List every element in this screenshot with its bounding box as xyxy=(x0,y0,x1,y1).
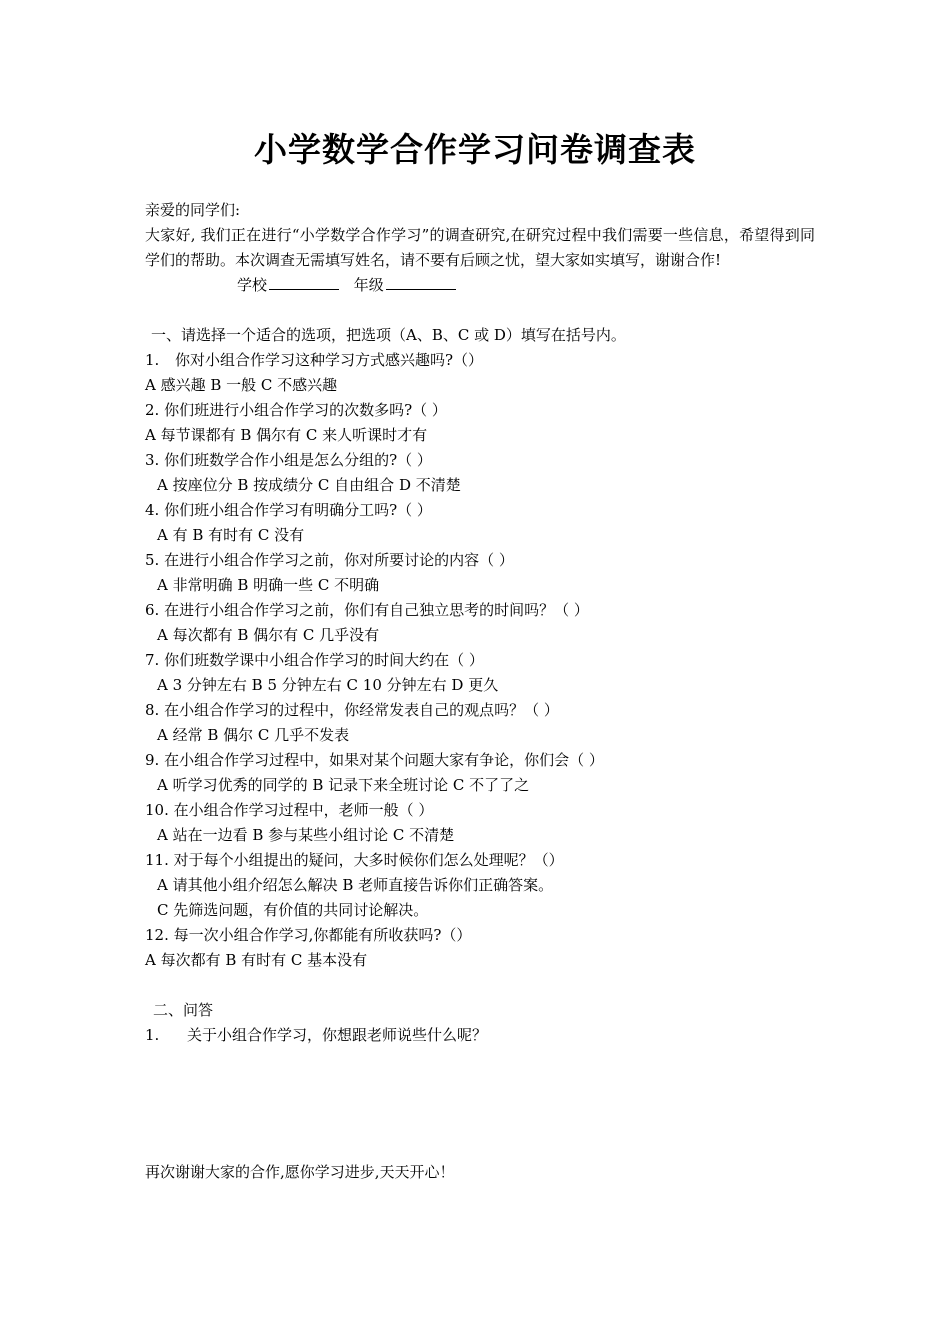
info-fields xyxy=(145,273,815,298)
question-3: 3. 你们班数学合作小组是怎么分组的?（ ） xyxy=(145,451,432,469)
question-2-options: A 每节课都有 B 偶尔有 C 来人听课时才有 xyxy=(145,426,428,444)
section1-heading: 一、请选择一个适合的选项，把选项（A、B、C 或 D）填写在括号内。 xyxy=(151,326,626,344)
page-title: 小学数学合作学习问卷调查表 xyxy=(254,130,696,169)
question-4: 4. 你们班小组合作学习有明确分工吗?（ ） xyxy=(145,501,432,519)
question-11-options-2: C 先筛选问题，有价值的共同讨论解决。 xyxy=(157,901,429,919)
question-7-options: A 3 分钟左右 B 5 分钟左右 C 10 分钟左右 D 更久 xyxy=(157,676,499,694)
question-4-options: A 有 B 有时有 C 没有 xyxy=(157,526,305,544)
question-6-options: A 每次都有 B 偶尔有 C 几乎没有 xyxy=(157,626,380,644)
greeting: 亲爱的同学们: xyxy=(145,201,241,219)
open-question-1-number: 1. xyxy=(145,1026,160,1044)
grade-label: 年级 xyxy=(353,276,384,294)
section2-heading: 二、问答 xyxy=(153,1001,214,1019)
open-question-1 xyxy=(145,1023,815,1048)
question-9: 9. 在小组合作学习过程中，如果对某个问题大家有争论，你们会（ ） xyxy=(145,751,604,769)
closing-text: 再次谢谢大家的合作,愿你学习进步,天天开心！ xyxy=(145,1163,455,1181)
question-2: 2. 你们班进行小组合作学习的次数多吗?（ ） xyxy=(145,401,447,419)
question-5-options: A 非常明确 B 明确一些 C 不明确 xyxy=(157,576,380,594)
question-3-options: A 按座位分 B 按成绩分 C 自由组合 D 不清楚 xyxy=(157,476,461,494)
school-blank[interactable] xyxy=(269,275,339,290)
intro-paragraph: 大家好, 我们正在进行“小学数学合作学习”的调查研究,在研究过程中我们需要一些信息，希望得到同学们的帮助。本次调查无需填写姓名，请不要有后顾之忧，望大家如实填写，谢谢合作! xyxy=(145,226,815,269)
question-5: 5. 在进行小组合作学习之前，你对所要讨论的内容（ ） xyxy=(145,551,514,569)
question-6: 6. 在进行小组合作学习之前，你们有自己独立思考的时间吗？（ ） xyxy=(145,601,589,619)
answer-space[interactable] xyxy=(145,1048,815,1160)
question-1-number: 1. xyxy=(145,351,160,369)
school-label: 学校 xyxy=(237,276,268,294)
question-10: 10. 在小组合作学习过程中，老师一般（ ） xyxy=(145,801,434,819)
grade-blank[interactable] xyxy=(386,275,456,290)
question-8: 8. 在小组合作学习的过程中，你经常发表自己的观点吗？（ ） xyxy=(145,701,559,719)
question-1 xyxy=(145,348,815,373)
document-body xyxy=(145,198,815,1185)
question-10-options: A 站在一边看 B 参与某些小组讨论 C 不清楚 xyxy=(157,826,455,844)
question-1-options: A 感兴趣 B 一般 C 不感兴趣 xyxy=(145,376,338,394)
question-11-options: A 请其他小组介绍怎么解决 B 老师直接告诉你们正确答案。 xyxy=(157,876,554,894)
question-7: 7. 你们班数学课中小组合作学习的时间大约在（ ） xyxy=(145,651,484,669)
question-11: 11. 对于每个小组提出的疑问，大多时候你们怎么处理呢？（） xyxy=(145,851,564,869)
question-12-options: A 每次都有 B 有时有 C 基本没有 xyxy=(145,951,368,969)
question-9-options: A 听学习优秀的同学的 B 记录下来全班讨论 C 不了了之 xyxy=(157,776,530,794)
open-question-1-text: 关于小组合作学习，你想跟老师说些什么呢？ xyxy=(187,1026,488,1044)
question-12: 12. 每一次小组合作学习,你都能有所收获吗?（） xyxy=(145,926,472,944)
question-1-text: 你对小组合作学习这种学习方式感兴趣吗?（） xyxy=(175,351,484,369)
question-8-options: A 经常 B 偶尔 C 几乎不发表 xyxy=(157,726,350,744)
